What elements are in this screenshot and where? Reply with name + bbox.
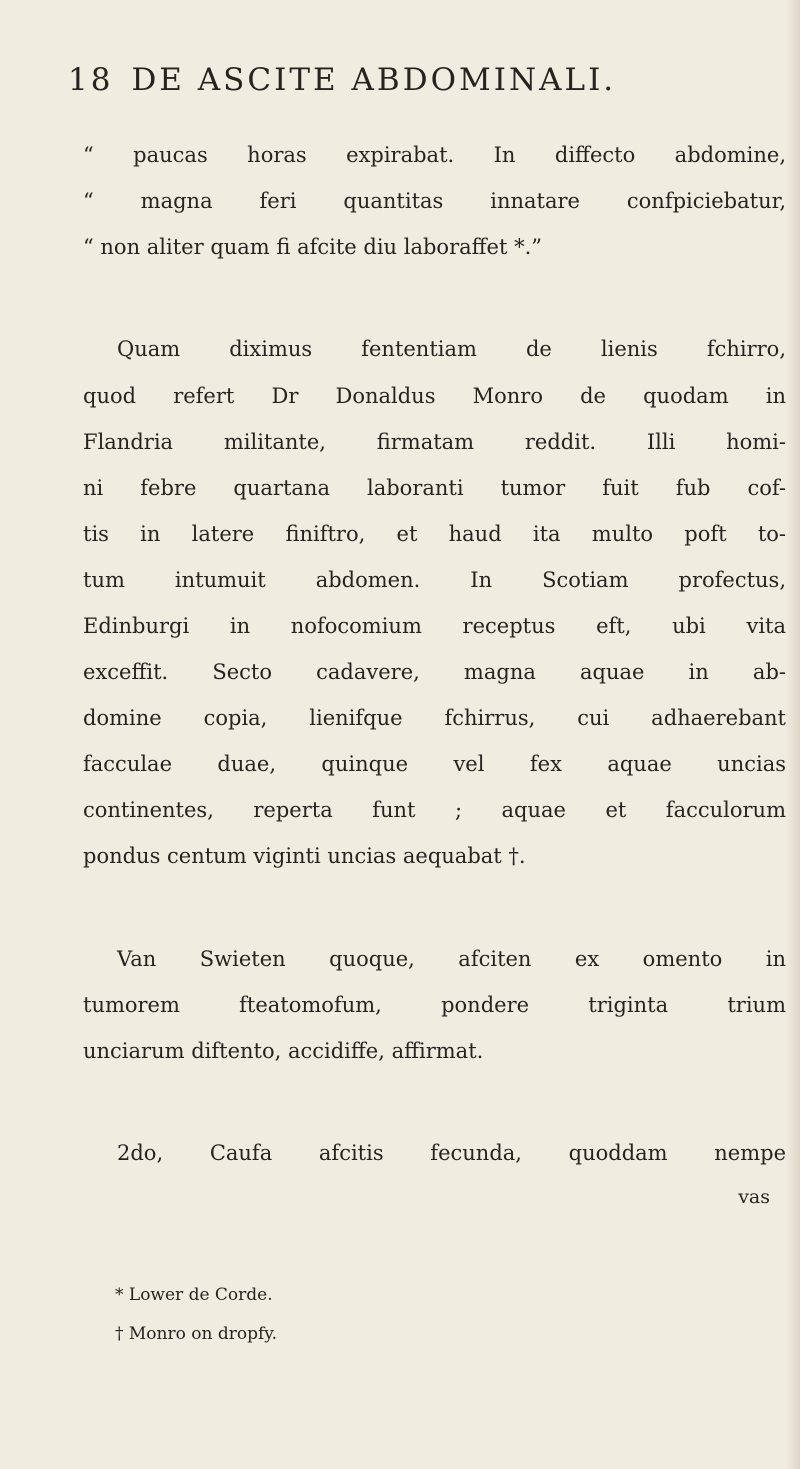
running-header: [68, 62, 728, 98]
text-line: tis in latere finiftro, et haud ita multo poft to-: [83, 522, 786, 546]
text-line: “ paucas horas expirabat. In diffecto abdomine,: [83, 143, 786, 167]
footnote: * Lower de Corde.: [115, 1285, 273, 1305]
text-line: “ magna feri quantitas innatare confpiciebatur,: [83, 189, 786, 213]
text-line: “ non aliter quam fi afcite diu laboraffet *.”: [83, 235, 542, 259]
text-line: Edinburgi in nofocomium receptus eft, ubi vita: [83, 614, 786, 638]
page-edge-shadow: [786, 0, 800, 1469]
text-line: domine copia, lienifque fchirrus, cui adhaerebant: [83, 706, 786, 730]
text-line: facculae duae, quinque vel fex aquae uncias: [83, 752, 786, 776]
text-line: Flandria militante, firmatam reddit. Illi homi-: [83, 430, 786, 454]
text-line: pondus centum viginti uncias aequabat †.: [83, 844, 526, 868]
text-line: Van Swieten quoque, afciten ex omento in: [117, 947, 786, 971]
text-line: tum intumuit abdomen. In Scotiam profectus,: [83, 568, 786, 592]
text-line: unciarum diftento, accidiffe, affirmat.: [83, 1039, 484, 1063]
running-title: DE ASCITE ABDOMINALI.: [131, 62, 617, 98]
catchword: vas: [738, 1186, 770, 1208]
text-line: 2do, Caufa afcitis fecunda, quoddam nempe: [117, 1141, 786, 1165]
text-line: ni febre quartana laboranti tumor fuit fub cof-: [83, 476, 786, 500]
footnote: † Monro on dropfy.: [115, 1324, 278, 1344]
text-line: tumorem fteatomofum, pondere triginta trium: [83, 993, 786, 1017]
text-line: exceffit. Secto cadavere, magna aquae in ab-: [83, 660, 786, 684]
text-line: Quam diximus fententiam de lienis fchirro,: [117, 337, 786, 361]
text-line: quod refert Dr Donaldus Monro de quodam in: [83, 384, 786, 408]
page-number: 18: [68, 62, 114, 98]
text-line: continentes, reperta funt ; aquae et facculorum: [83, 798, 786, 822]
